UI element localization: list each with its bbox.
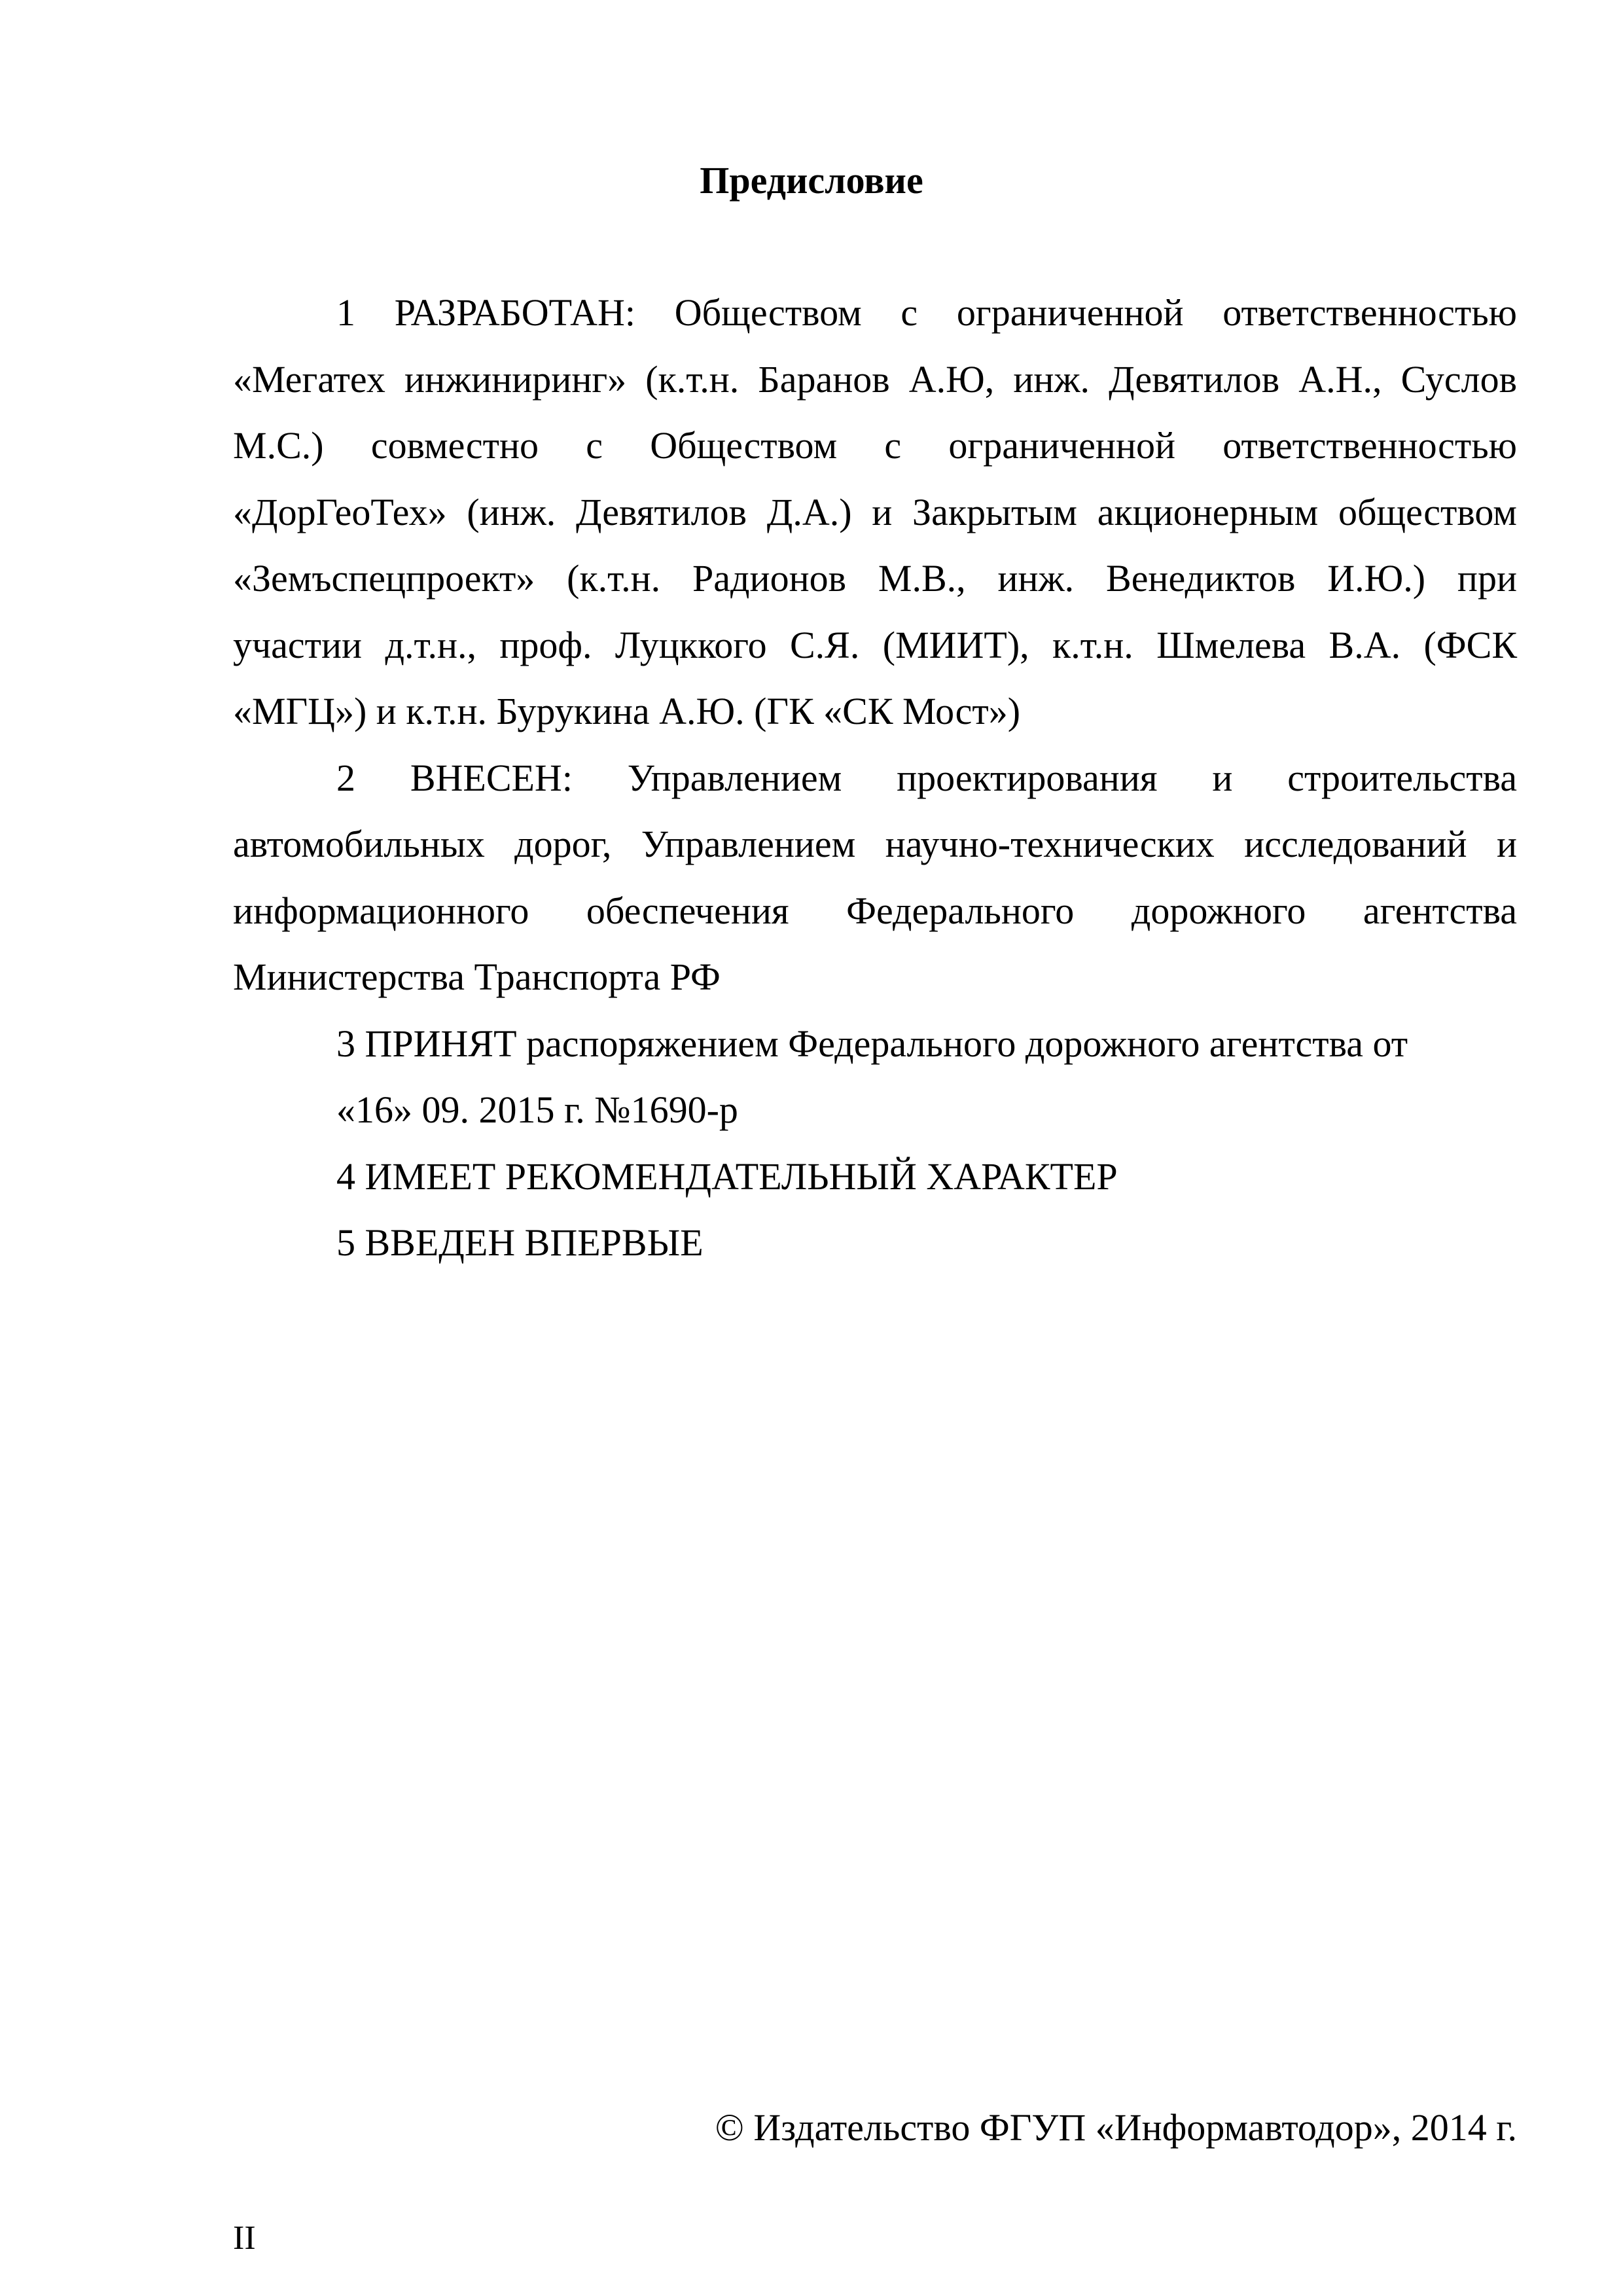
copyright-notice: © Издательство ФГУП «Информавтодор», 2014 г. [715, 2106, 1517, 2149]
paragraph-adopted [233, 1011, 1517, 1143]
text-line: 4 ИМЕЕТ РЕКОМЕНДАТЕЛЬНЫЙ ХАРАКТЕР [336, 1155, 1118, 1198]
text-line: автомобильных дорог, Управлением научно-технических исследований и [233, 823, 1517, 865]
text-line: 1 РАЗРАБОТАН: Обществом с ограниченной ответственностью [336, 291, 1517, 334]
paragraph-developed [233, 279, 1517, 745]
text-line: «ДорГеоТех» (инж. Девятилов Д.А.) и Закрытым акционерным обществом [233, 490, 1517, 533]
text-line: участии д.т.н., проф. Луцккого С.Я. (МИИТ), к.т.н. Шмелева В.А. (ФСК [233, 623, 1517, 666]
paragraph-submitted [233, 745, 1517, 1011]
text-line: 3 ПРИНЯТ распоряжением Федерального дорожного агентства от [336, 1022, 1408, 1065]
text-line: Министерства Транспорта РФ [233, 956, 721, 998]
foreword-body [233, 279, 1517, 1276]
text-line: 5 ВВЕДЕН ВПЕРВЫЕ [336, 1221, 704, 1264]
paragraph-first-introduced [233, 1210, 1517, 1276]
text-line: «16» 09. 2015 г. №1690-р [336, 1088, 738, 1131]
text-line: 2 ВНЕСЕН: Управлением проектирования и строительства [336, 756, 1517, 799]
page-number: II [233, 2219, 256, 2257]
text-line: «Земъспецпроект» (к.т.н. Радионов М.В., инж. Венедиктов И.Ю.) при [233, 557, 1517, 600]
text-line: М.С.) совместно с Обществом с ограниченной ответственностью [233, 424, 1517, 467]
paragraph-advisory [233, 1143, 1517, 1210]
page-title: Предисловие [700, 159, 923, 202]
text-line: «Мегатех инжиниринг» (к.т.н. Баранов А.Ю, инж. Девятилов А.Н., Суслов [233, 357, 1517, 401]
text-line: «МГЦ») и к.т.н. Бурукина А.Ю. (ГК «СК Мост») [233, 690, 1021, 732]
text-line: информационного обеспечения Федерального дорожного агентства [233, 889, 1517, 932]
